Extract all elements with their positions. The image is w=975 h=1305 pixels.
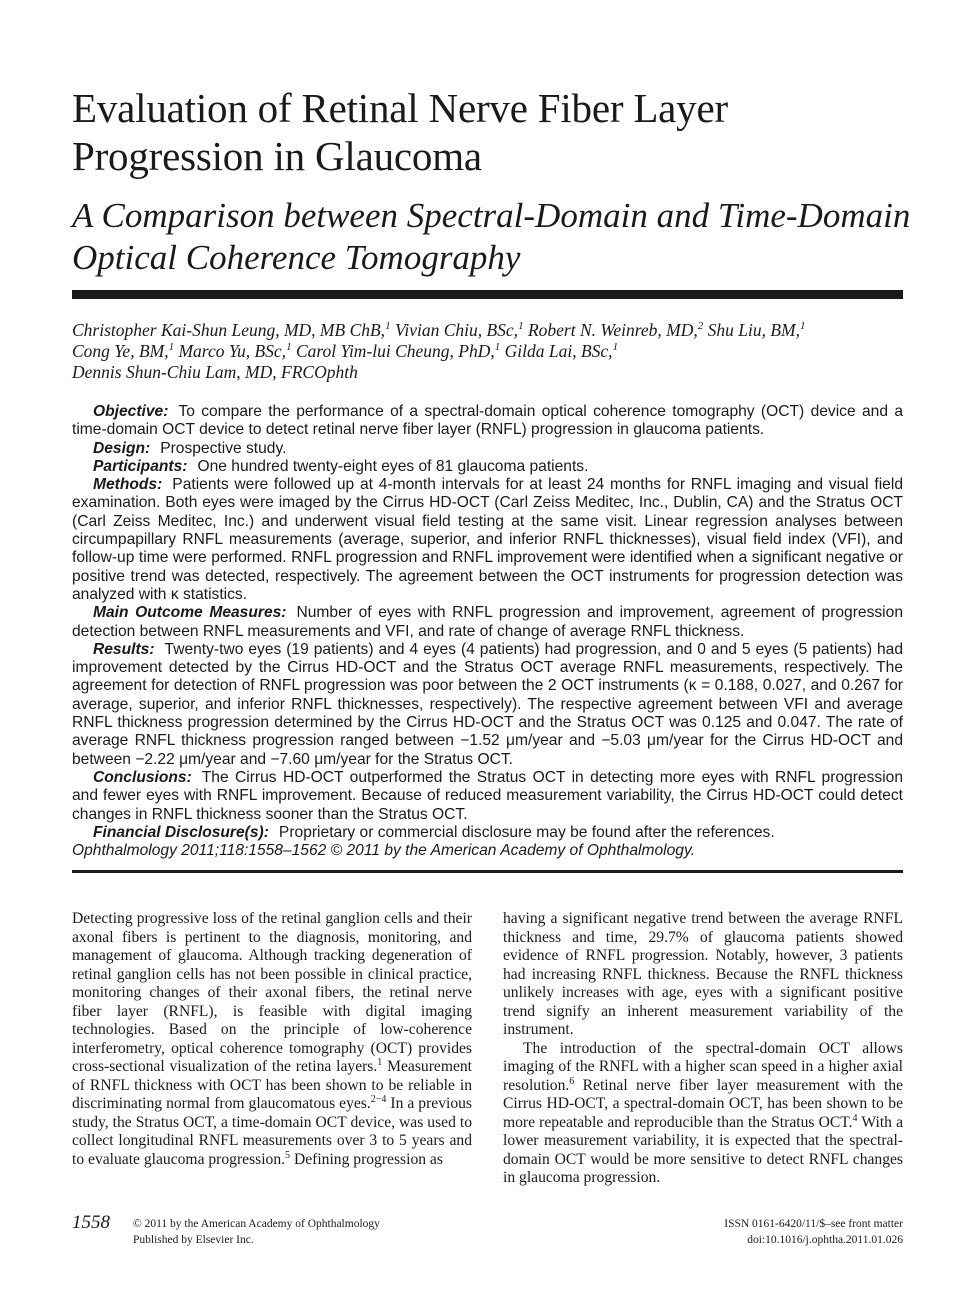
body-paragraph: having a significant negative trend between the average RNFL thickness and time, 29.7% of glaucoma patients showed evidence of RNFL progression. Notably, however, 3 patients had increasing RNFL thickness. Because the RNFL thickness unlikely increases with age, eyes with a significant positive trend signify an inherent measurement variability of the instrument. (503, 910, 903, 1038)
abstract-label: Financial Disclosure(s): (93, 823, 269, 841)
author-name: Carol Yim-lui Cheung, PhD, (295, 341, 495, 361)
abstract-text: Proprietary or commercial disclosure may be found after the references. (278, 823, 775, 841)
author-name: Shu Liu, BM, (707, 320, 800, 340)
publisher-line: Published by Elsevier Inc. (133, 1234, 254, 1246)
body-paragraph (503, 1040, 903, 1188)
reference-marker[interactable]: 2−4 (370, 1093, 387, 1105)
copyright-block (133, 1216, 380, 1248)
reference-marker[interactable]: 5 (285, 1149, 291, 1161)
author-affiliation: 1 (799, 320, 806, 333)
author-affiliation: 1 (494, 341, 501, 354)
abstract-text: Number of eyes with RNFL progression and improvement, agreement of progression detection between RNFL measurements and VFI, and rate of change of average RNFL thickness. (72, 604, 903, 640)
abstract-design (72, 440, 903, 458)
issn-block (724, 1216, 903, 1248)
body-column-right (503, 910, 903, 1188)
body-text: The introduction of the spectral-domain OCT allows imaging of the RNFL with a higher scan speed in a higher axial resolution. (503, 1039, 903, 1094)
abstract-label: Main Outcome Measures: (93, 604, 287, 622)
reference-marker[interactable]: 6 (569, 1075, 575, 1087)
article-subtitle: A Comparison between Spectral-Domain and Time-Domain Optical Coherence Tomography (72, 196, 911, 277)
reference-marker[interactable]: 1 (377, 1056, 383, 1068)
body-text: Measurement of RNFL thickness with OCT has been shown to be reliable in discriminating normal from glaucomatous eyes. (72, 1058, 472, 1112)
abstract-text: Prospective study. (160, 439, 287, 457)
author-affiliation: 1 (518, 320, 524, 333)
author-affiliation: 1 (612, 341, 619, 354)
abstract-label: Conclusions: (93, 768, 192, 786)
abstract-text: To compare the performance of a spectral-domain optical coherence tomography (OCT) device and a time-domain OCT device to detect retinal nerve fiber layer (RNFL) progression in glaucoma patients. (72, 403, 903, 439)
author-affiliation: 1 (385, 320, 391, 333)
page-number: 1558 (72, 1212, 110, 1233)
abstract-label: Methods: (93, 476, 163, 494)
abstract-text: The Cirrus HD-OCT outperformed the Stratus OCT in detecting more eyes with RNFL progression and fewer eyes with RNFL improvement. Because of reduced measurement variability, the Cirrus HD-OCT could detect changes in RNFL thickness sooner than the Stratus OCT. (72, 768, 903, 823)
abstract-label: Participants: (93, 457, 188, 475)
abstract-methods (72, 476, 903, 604)
abstract-text: One hundred twenty-eight eyes of 81 glaucoma patients. (197, 457, 589, 475)
doi-link[interactable]: doi:10.1016/j.ophtha.2011.01.026 (747, 1234, 903, 1246)
author-affiliation: 1 (168, 341, 175, 354)
abstract-text: Twenty-two eyes (19 patients) and 4 eyes (4 patients) had progression, and 0 and 5 eyes (5 patients) had improvement detected by the Cirrus HD-OCT and the Stratus OCT average RNFL measurements, respectively. The agreement for detection of RNFL progression was poor between the 2 OCT instruments (κ = 0.188, 0.027, and 0.267 for average, superior, and inferior RNFL thicknesses, respectively). The respective agreement between VFI and average RNFL thickness progression determined by the Cirrus HD-OCT and the Stratus OCT was 0.125 and 0.047. The rate of average RNFL thickness progression ranged between −1.52 μm/year and −5.03 μm/year for the Cirrus HD-OCT and between −2.22 μm/year and −7.60 μm/year for the Stratus OCT. (72, 640, 903, 768)
abstract-disclosure (72, 824, 903, 842)
author-affiliation: 1 (286, 341, 292, 354)
abstract-objective (72, 403, 903, 440)
author-name: Marco Yu, BSc, (178, 341, 287, 361)
author-name: Vivian Chiu, BSc, (394, 320, 519, 340)
abstract-conclusions (72, 769, 903, 824)
author-name: Gilda Lai, BSc, (504, 341, 613, 361)
article-title: Evaluation of Retinal Nerve Fiber Layer Progression in Glaucoma (72, 85, 728, 179)
journal-citation: Ophthalmology 2011;118:1558–1562 © 2011 by the American Academy of Ophthalmology. (72, 842, 695, 860)
issn-line: ISSN 0161-6420/11/$–see front matter (724, 1218, 903, 1230)
body-text: With a lower measurement variability, it is expected that the spectral-domain OCT would be more sensitive to detect RNFL changes in glaucoma progression. (503, 1113, 904, 1186)
abstract (72, 403, 903, 860)
body-text: Defining progression as (290, 1150, 443, 1168)
body-text: In a previous study, the Stratus OCT, a time-domain OCT device, was used to collect longitudinal RNFL measurements over 3 to 5 years and to evaluate glaucoma progression. (72, 1095, 472, 1168)
title-divider (72, 290, 903, 299)
copyright-line: © 2011 by the American Academy of Ophthalmology (133, 1218, 380, 1230)
author-list (72, 320, 912, 383)
abstract-label: Design: (93, 439, 151, 457)
abstract-participants (72, 458, 903, 476)
body-paragraph (72, 910, 472, 1169)
author-affiliation: 2 (697, 320, 704, 333)
body-text: Detecting progressive loss of the retinal ganglion cells and their axonal fibers is pertinent to the diagnosis, monitoring, and management of glaucoma. Although tracking degeneration of retinal ganglion cells has not been possible in clinical practice, monitoring changes of their axonal fibers, the retinal nerve fiber layer (RNFL), is feasible with digital imaging technologies. Based on the principle of low-coherence interferometry, optical coherence tomography (OCT) provides cross-sectional visualization of the retina layers. (72, 910, 472, 1075)
abstract-outcome (72, 604, 903, 641)
abstract-text: Patients were followed up at 4-month intervals for at least 24 months for RNFL imaging and visual field examination. Both eyes were imaged by the Cirrus HD-OCT (Carl Zeiss Meditec, Inc., Dublin, CA) and the Stratus OCT (Carl Zeiss Meditec, Inc.) and underwent visual field testing at the same visit. Linear regression analyses between circumpapillary RNFL measurements (average, superior, and inferior RNFL thicknesses), visual field index (VFI), and follow-up time were performed. RNFL progression and RNFL improvement were identified when a significant negative or positive trend was detected, respectively. The agreement between the OCT instruments for progression detection was analyzed with κ statistics. (72, 476, 903, 603)
author-name: Robert N. Weinreb, MD, (527, 320, 698, 340)
abstract-label: Objective: (93, 403, 169, 420)
abstract-label: Results: (93, 640, 155, 658)
abstract-results (72, 641, 903, 769)
abstract-divider (72, 870, 903, 873)
author-name: Dennis Shun-Chiu Lam, MD, FRCOphth (72, 362, 358, 382)
body-column-left (72, 910, 472, 1169)
author-name: Cong Ye, BM, (72, 341, 169, 361)
body-text: Retinal nerve fiber layer measurement with the Cirrus HD-OCT, a spectral-domain OCT, has been shown to be more repeatable and reproducible than the Stratus OCT. (503, 1076, 903, 1131)
reference-marker[interactable]: 4 (852, 1112, 858, 1124)
author-name: Christopher Kai-Shun Leung, MD, MB ChB, (72, 320, 386, 340)
